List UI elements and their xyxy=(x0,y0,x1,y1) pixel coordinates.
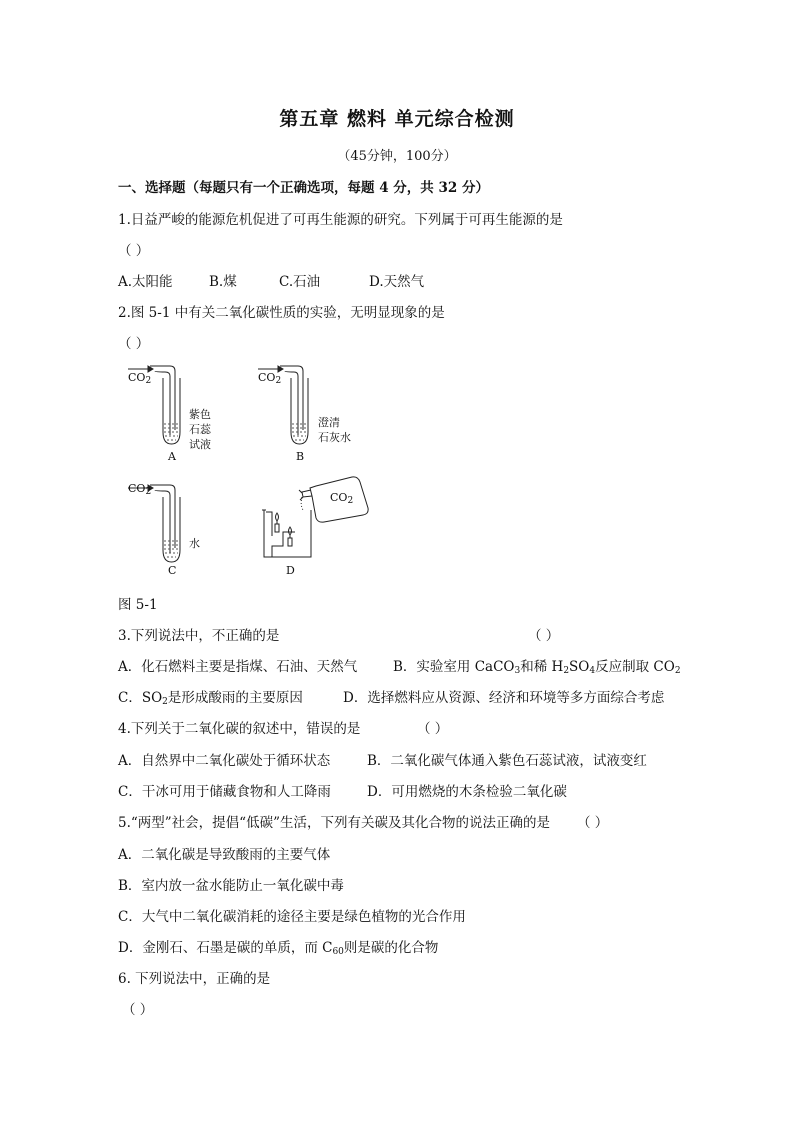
co2-subscript: 2 xyxy=(145,376,152,386)
section-heading: 一、选择题（每题只有一个正确选项，每题 4 分，共 32 分） xyxy=(118,180,489,196)
q1-option-a: A.太阳能 xyxy=(118,274,173,290)
q3-c-text: 是形成酸雨的主要原因 xyxy=(167,690,303,706)
liquid-b-line2: 石灰水 xyxy=(318,431,351,444)
q5-option-c: C．大气中二氧化碳消耗的途径主要是绿色植物的光合作用 xyxy=(118,909,466,925)
q4-option-d: D．可用燃烧的木条检验二氧化碳 xyxy=(367,784,567,800)
co2-label-d xyxy=(330,490,353,509)
q1-option-b: B.煤 xyxy=(209,274,237,290)
apparatus-d xyxy=(262,477,368,557)
q2-stem: 2.图 5-1 中有关二氧化碳性质的实验，无明显现象的是 xyxy=(118,305,445,321)
q3-answer-paren: （ ） xyxy=(528,628,560,644)
q3-option-c xyxy=(118,686,303,707)
liquid-a-line3: 试液 xyxy=(189,438,211,451)
co2-label-c xyxy=(128,481,151,500)
label-b: B xyxy=(296,450,305,463)
co2-subscript: 2 xyxy=(145,487,152,497)
q3-b-text: B．实验室用 CaCO xyxy=(393,659,515,675)
co2-label-b xyxy=(258,370,281,389)
label-c: C xyxy=(168,564,177,577)
q6-stem: 6. 下列说法中，正确的是 xyxy=(118,971,271,987)
q5-d-text: D．金刚石、石墨是碳的单质，而 C xyxy=(118,940,333,956)
q1-stem: 1.日益严峻的能源危机促进了可再生能源的研究。下列属于可再生能源的是 xyxy=(118,212,563,228)
q3-b-sub: 2 xyxy=(674,666,681,676)
co2-text: CO xyxy=(128,482,146,495)
liquid-a-line2: 石蕊 xyxy=(189,423,211,436)
q1-option-d: D.天然气 xyxy=(369,274,425,290)
label-d: D xyxy=(286,564,295,577)
q1-option-c: C.石油 xyxy=(279,274,321,290)
figure-caption: 图 5-1 xyxy=(118,597,158,613)
q4-answer-paren: （ ） xyxy=(417,721,449,737)
q3-b-text: 反应制取 CO xyxy=(595,659,675,675)
q4-option-a: A．自然界中二氧化碳处于循环状态 xyxy=(118,753,331,769)
q2-answer-paren: （ ） xyxy=(118,336,150,352)
co2-label-a xyxy=(128,370,151,389)
q5-option-a: A．二氧化碳是导致酸雨的主要气体 xyxy=(118,847,331,863)
q3-b-sub: 4 xyxy=(589,666,596,676)
q5-stem: 5.“两型”社会，提倡“低碳”生活，下列有关碳及其化合物的说法正确的是 xyxy=(118,815,550,831)
co2-text: CO xyxy=(330,491,348,504)
q3-b-text: SO xyxy=(569,659,590,675)
q3-b-text: 和稀 H xyxy=(520,659,564,675)
co2-subscript: 2 xyxy=(275,376,282,386)
q6-answer-paren: （ ） xyxy=(122,1002,154,1018)
q5-option-b: B．室内放一盆水能防止一氧化碳中毒 xyxy=(118,878,344,894)
q3-option-d: D．选择燃料应从资源、经济和环境等多方面综合考虑 xyxy=(343,690,665,706)
q3-b-sub: 3 xyxy=(514,666,521,676)
q3-c-sub: 2 xyxy=(162,697,168,707)
q3-c-text: C．SO xyxy=(118,690,163,706)
q5-answer-paren: （ ） xyxy=(577,815,609,831)
q5-option-d xyxy=(118,936,438,957)
q3-stem: 3.下列说法中，不正确的是 xyxy=(118,628,280,644)
q4-option-b: B．二氧化碳气体通入紫色石蕊试液，试液变红 xyxy=(367,753,647,769)
liquid-b-line1: 澄清 xyxy=(318,416,340,429)
q3-option-a: A．化石燃料主要是指煤、石油、天然气 xyxy=(118,659,358,675)
q3-option-b xyxy=(393,655,681,676)
co2-text: CO xyxy=(258,371,276,384)
q4-stem: 4.下列关于二氧化碳的叙述中，错误的是 xyxy=(118,721,361,737)
q1-answer-paren: （ ） xyxy=(118,243,150,259)
co2-text: CO xyxy=(128,371,146,384)
page-title: 第五章 燃料 单元综合检测 xyxy=(279,108,515,130)
liquid-c: 水 xyxy=(189,537,200,550)
page-subtitle: （45分钟，100分） xyxy=(337,149,457,164)
co2-subscript: 2 xyxy=(347,496,354,506)
liquid-a-line1: 紫色 xyxy=(189,408,211,421)
q4-option-c: C．干冰可用于储藏食物和人工降雨 xyxy=(118,784,331,800)
q5-d-text: 则是碳的化合物 xyxy=(343,940,439,956)
q3-b-sub: 2 xyxy=(563,666,570,676)
label-a: A xyxy=(168,450,176,463)
q5-d-sub: 60 xyxy=(332,947,344,957)
